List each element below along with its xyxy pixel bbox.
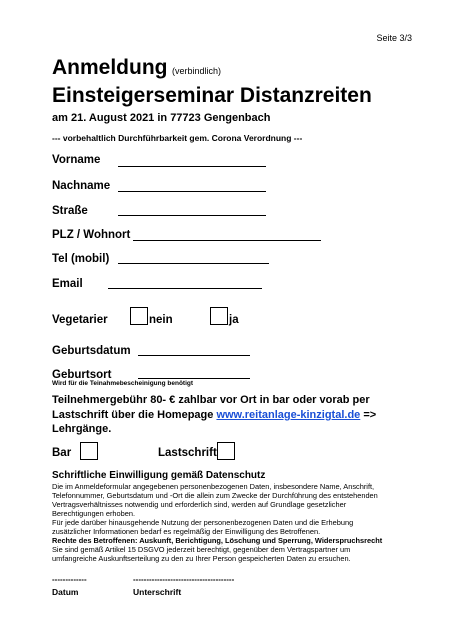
plz-wohnort-input[interactable] xyxy=(133,240,321,241)
birthdate-input[interactable] xyxy=(138,355,250,356)
tel-label: Tel (mobil) xyxy=(52,253,110,265)
birthplace-note: Wird für die Teinahmebescheinigung benötigt xyxy=(52,380,194,387)
plz-wohnort-label: PLZ / Wohnort xyxy=(52,229,131,241)
strasse-label: Straße xyxy=(52,205,88,217)
consent-p1-line: Die im Anmeldeformular angegebenen personenbezogenen Daten, insbesondere Name, Anschrift, xyxy=(52,482,375,491)
payment-cash-label: Bar xyxy=(52,447,72,459)
title-row xyxy=(52,56,221,83)
consent-p1-line: Berechtigungen erhoben. xyxy=(52,509,136,518)
birthdate-label: Geburtsdatum xyxy=(52,345,131,357)
consent-p3-line: Sie sind gemäß Artikel 15 DSGVO jederzeit berechtigt, gegenüber dem Vertragspartner um xyxy=(52,545,351,554)
email-label: Email xyxy=(52,278,83,290)
tel-input[interactable] xyxy=(118,263,269,264)
vegetarian-yes-checkbox[interactable] xyxy=(210,307,228,325)
date-dashes: ------------- xyxy=(52,575,87,584)
consent-paragraph-1 xyxy=(52,482,382,563)
consent-p2-line: zusätzlicher Informationen bedarf es regelmäßig der Einwilligung des Betroffenen. xyxy=(52,527,321,536)
corona-notice: --- vorbehaltlich Durchführbarkeit gem. Corona Verordnung --- xyxy=(52,133,303,143)
birthplace-label: Geburtsort xyxy=(52,369,112,381)
page-title: Anmeldung xyxy=(52,56,168,79)
date-location: am 21. August 2021 in 77723 Gengenbach xyxy=(52,112,271,124)
page-number: Seite 3/3 xyxy=(376,33,412,43)
fee-line-1: Teilnehmergebühr 80- € zahlbar vor Ort in bar oder vorab per xyxy=(52,394,370,406)
fee-line-2-prefix: Lastschrift über die Homepage xyxy=(52,409,214,421)
vegetarian-yes-label: ja xyxy=(229,314,239,326)
fee-line-2 xyxy=(52,409,376,422)
signature-label: Unterschrift xyxy=(133,587,182,597)
nachname-label: Nachname xyxy=(52,180,111,192)
payment-cash-checkbox[interactable] xyxy=(80,442,98,460)
payment-debit-label: Lastschrift xyxy=(158,447,217,459)
payment-debit-checkbox[interactable] xyxy=(217,442,235,460)
date-label: Datum xyxy=(52,587,79,597)
email-input[interactable] xyxy=(108,288,262,289)
nachname-input[interactable] xyxy=(118,191,266,192)
fee-line-2-suffix: => xyxy=(363,409,377,421)
vorname-label: Vorname xyxy=(52,154,101,166)
seminar-title: Einsteigerseminar Distanzreiten xyxy=(52,84,372,107)
consent-p1-line: Vertragsverhältnisses notwendig und erforderlich sind, werden auf Grundlage gesetzlicher xyxy=(52,500,347,509)
fee-line-3: Lehrgänge. xyxy=(52,423,112,435)
vegetarian-label: Vegetarier xyxy=(52,314,108,326)
consent-p1-line: Telefonnummer, Geburtsdatum und -Ort die allein zum Zwecke der Durchführung des entstehenden xyxy=(52,491,378,500)
rights-title: Rechte des Betroffenen: Auskunft, Berichtigung, Löschung und Sperrung, Widerspruchsrecht xyxy=(52,536,383,545)
consent-p2-line: Für jede darüber hinausgehende Nutzung der personenbezogenen Daten und die Erhebung xyxy=(52,518,354,527)
birthplace-input[interactable] xyxy=(138,378,250,379)
strasse-input[interactable] xyxy=(118,215,266,216)
vegetarian-no-checkbox[interactable] xyxy=(130,307,148,325)
vorname-input[interactable] xyxy=(118,166,266,167)
binding-note: (verbindlich) xyxy=(171,66,221,76)
homepage-link[interactable]: www.reitanlage-kinzigtal.de xyxy=(216,409,361,421)
signature-dashes[interactable]: -------------------------------------- xyxy=(133,575,235,584)
consent-title: Schriftliche Einwilligung gemäß Datenschutz xyxy=(52,470,266,481)
consent-p3-line: umfangreiche Auskunftserteilung zu den zu Ihrer Person gespeicherten Daten zu ersuchen. xyxy=(52,554,351,563)
vegetarian-no-label: nein xyxy=(149,314,173,326)
